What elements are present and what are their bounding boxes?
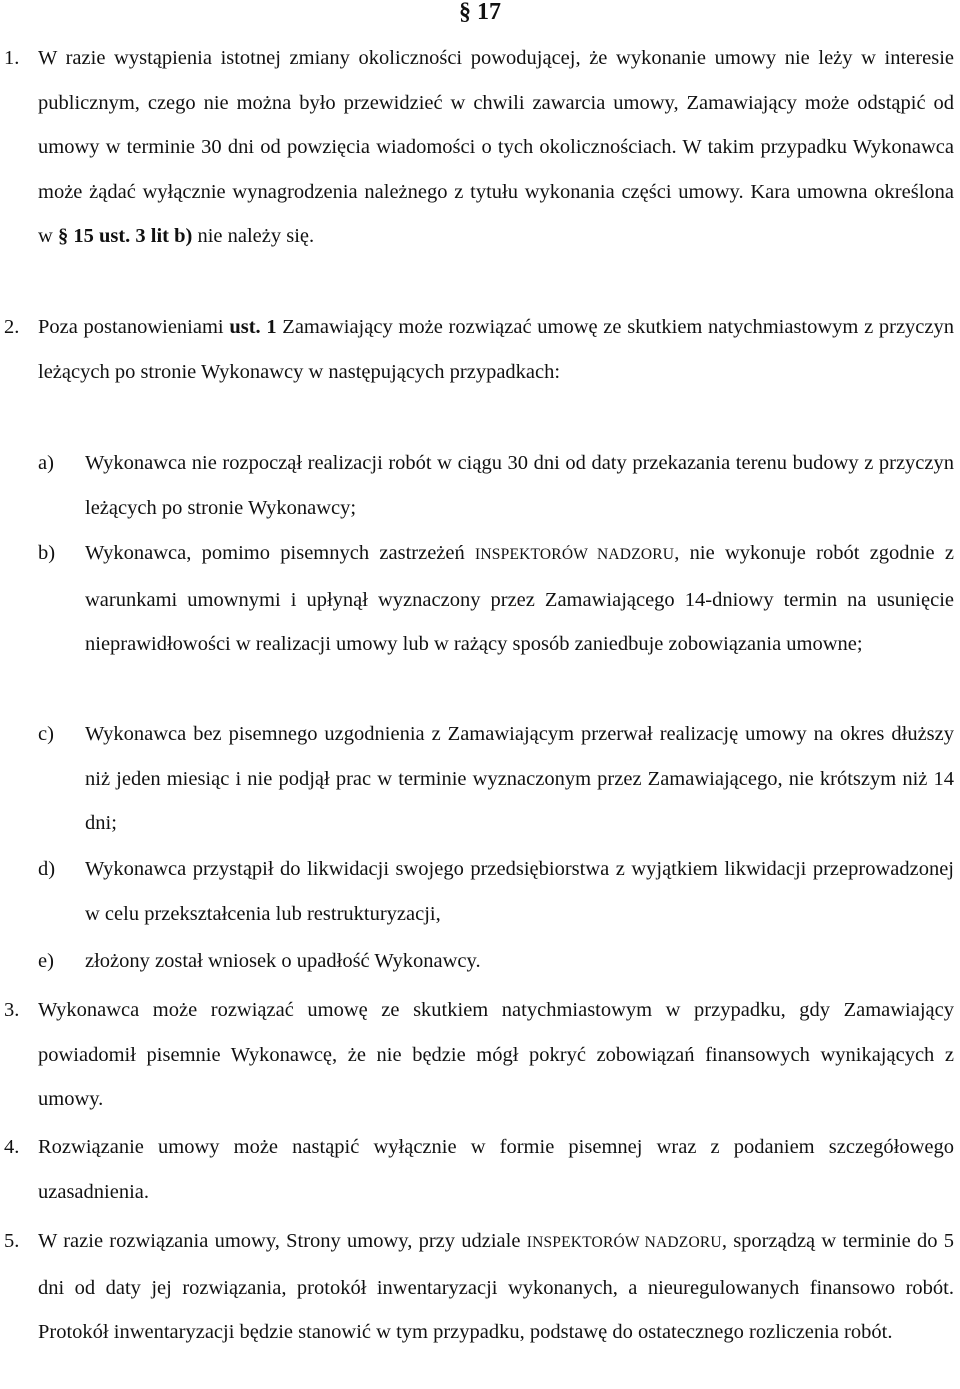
list-item-text: Wykonawca bez pisemnego uzgodnienia z Zamawiającym przerwał realizację umowy na okres dłuższy niż jeden miesiąc i nie podjął prac w terminie wyznaczonym przez Zamawiającego, nie krótszym niż 14 dni; <box>85 723 954 835</box>
list-item-d <box>38 847 954 936</box>
paragraph-text: W razie rozwiązania umowy, Strony umowy, przy udziale INSPEKTORÓW NADZORU, sporządzą w terminie do 5 dni od daty jej rozwiązania, protokół inwentaryzacji wykonanych, a nieuregulowanych finansowo robót. Protokół inwentaryzacji będzie stanowić w tym przypadku, podstawę do ostatecznego rozliczenia robót. <box>38 1230 954 1344</box>
list-item-text: Wykonawca nie rozpoczął realizacji robót w ciągu 30 dni od daty przekazania terenu budowy z przyczyn leżących po stronie Wykonawcy; <box>85 452 954 519</box>
list-item-c <box>38 712 954 846</box>
list-letter: b) <box>38 542 56 564</box>
paragraph-text: Rozwiązanie umowy może nastąpić wyłącznie w formie pisemnej wraz z podaniem szczegółowego uzasadnienia. <box>38 1136 954 1203</box>
list-letter: a) <box>38 452 54 474</box>
paragraph-number: 1. <box>4 47 20 69</box>
paragraph-number: 4. <box>4 1136 20 1158</box>
paragraph-5 <box>4 1219 954 1355</box>
list-item-text: Wykonawca, pomimo pisemnych zastrzeżeń INSPEKTORÓW NADZORU, nie wykonuje robót zgodnie z warunkami umownymi i upłynął wyznaczony przez Zamawiającego 14-dniowy termin na usunięcie nieprawidłowości w realizacji umowy lub w rażący sposób zaniedbuje zobowiązania umowne; <box>85 542 954 656</box>
paragraph-3 <box>4 988 954 1122</box>
section-reference: § 15 ust. 3 lit b) <box>57 225 193 248</box>
list-letter: d) <box>38 858 56 880</box>
paragraph-1 <box>4 36 954 259</box>
small-caps-term: INSPEKTORÓW NADZORU <box>475 546 675 563</box>
paragraph-4 <box>4 1125 954 1214</box>
list-item-a <box>38 441 954 530</box>
list-item-e <box>38 939 954 984</box>
small-caps-term: INSPEKTORÓW NADZORU <box>526 1234 722 1251</box>
paragraph-text: W razie wystąpienia istotnej zmiany okoliczności powodującej, że wykonanie umowy nie leży w interesie publicznym, czego nie można było przewidzieć w chwili zawarcia umowy, Zamawiający może odstąpić od umowy w terminie 30 dni od powzięcia wiadomości o tych okolicznościach. W takim przypadku Wykonawca może żądać wyłącznie wynagrodzenia należnego z tytułu wykonania części umowy. Kara umowna określona w § 15 ust. 3 lit b) nie należy się. <box>38 47 954 248</box>
list-item-text: Wykonawca przystąpił do likwidacji swojego przedsiębiorstwa z wyjątkiem likwidacji przeprowadzonej w celu przekształcenia lub restrukturyzacji, <box>85 858 954 925</box>
list-letter: c) <box>38 723 54 745</box>
paragraph-2 <box>4 305 954 394</box>
paragraph-number: 2. <box>4 316 20 338</box>
section-reference: ust. 1 <box>229 316 277 338</box>
paragraph-number: 5. <box>4 1230 20 1252</box>
paragraph-text: Poza postanowieniami ust. 1 Zamawiający może rozwiązać umowę ze skutkiem natychmiastowym z przyczyn leżących po stronie Wykonawcy w następujących przypadkach: <box>38 316 954 383</box>
list-letter: e) <box>38 950 54 972</box>
list-item-b <box>38 531 954 667</box>
section-heading: § 17 <box>459 0 501 25</box>
paragraph-number: 3. <box>4 999 20 1021</box>
list-item-text: złożony został wniosek o upadłość Wykonawcy. <box>85 950 481 972</box>
paragraph-text: Wykonawca może rozwiązać umowę ze skutkiem natychmiastowym w przypadku, gdy Zamawiający powiadomił pisemnie Wykonawcę, że nie będzie mógł pokryć zobowiązań finansowych wynikających z umowy. <box>38 999 954 1111</box>
